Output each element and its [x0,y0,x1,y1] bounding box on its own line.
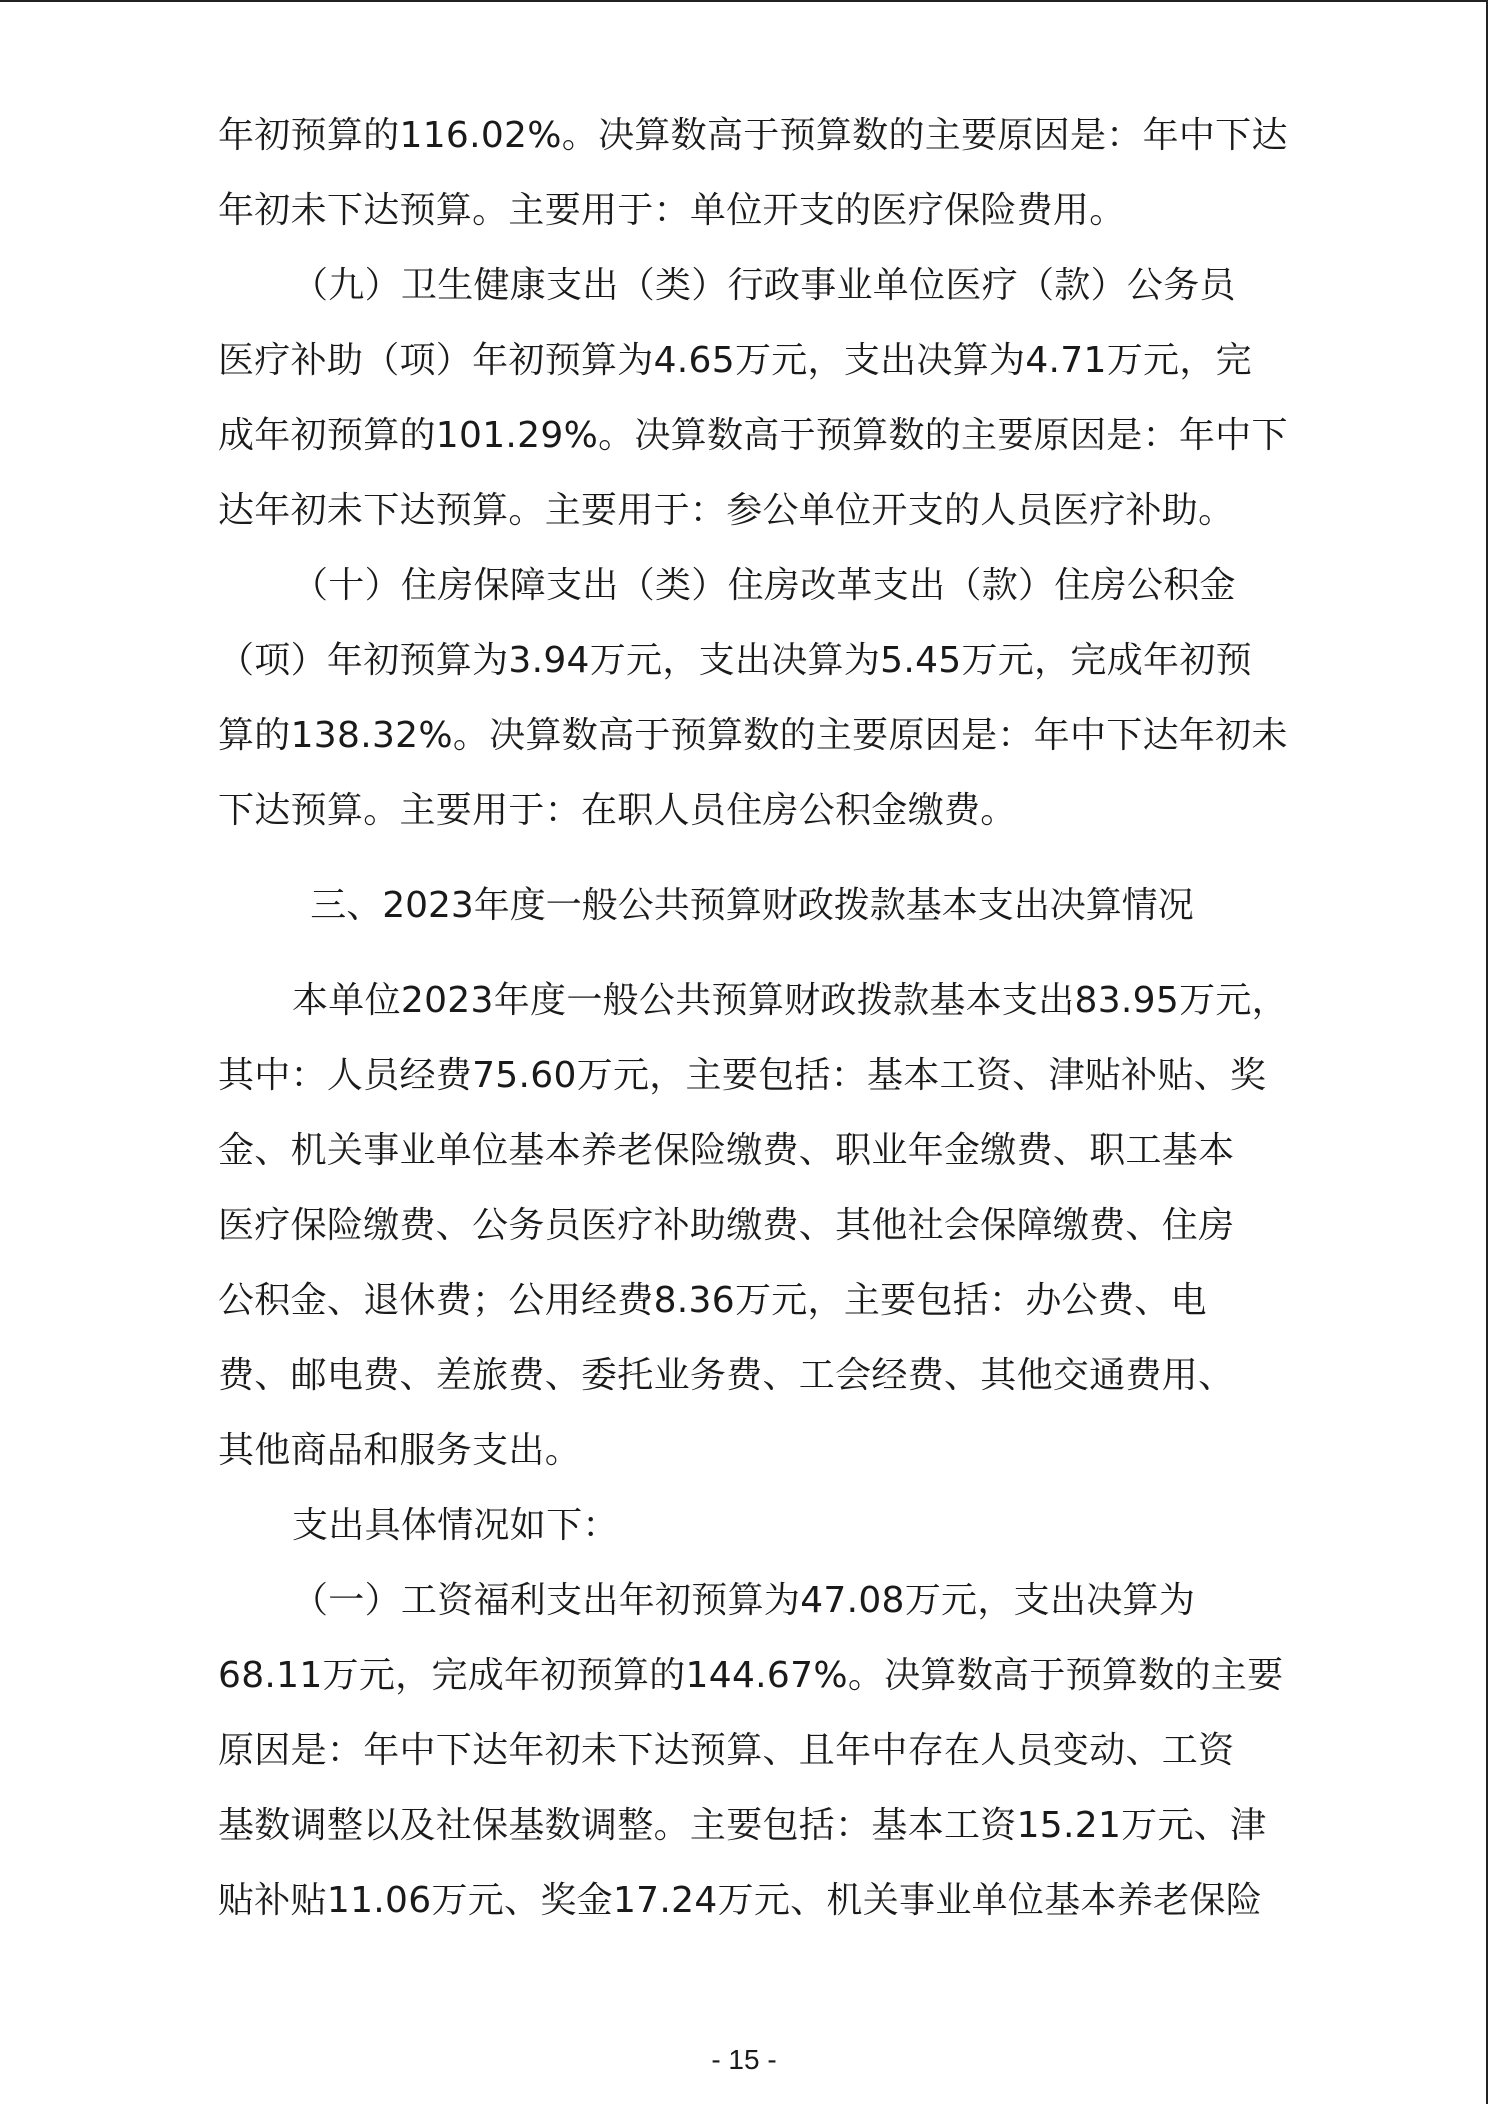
text-line: 公积金、退休费；公用经费8.36万元，主要包括：办公费、电 [218,1280,1207,1321]
text-line: （项）年初预算为3.94万元，支出决算为5.45万元，完成年初预 [218,640,1252,681]
text-line: 下达预算。主要用于：在职人员住房公积金缴费。 [218,790,1017,831]
text-line: 年初预算的116.02%。决算数高于预算数的主要原因是：年中下达 [218,115,1288,156]
text-line: 年初未下达预算。主要用于：单位开支的医疗保险费用。 [218,190,1126,231]
text-line: 支出具体情况如下： [292,1505,619,1546]
text-line: 其他商品和服务支出。 [218,1430,582,1471]
section-heading: 三、2023年度一般公共预算财政拨款基本支出决算情况 [310,885,1194,926]
top-border-line [0,0,1488,2]
text-line: 算的138.32%。决算数高于预算数的主要原因是：年中下达年初未 [218,715,1288,756]
text-line: 原因是：年中下达年初未下达预算、且年中存在人员变动、工资 [218,1730,1235,1771]
text-line: 成年初预算的101.29%。决算数高于预算数的主要原因是：年中下 [218,415,1288,456]
text-line: 其中：人员经费75.60万元，主要包括：基本工资、津贴补贴、奖 [218,1055,1267,1096]
text-line: 68.11万元，完成年初预算的144.67%。决算数高于预算数的主要 [218,1655,1284,1696]
text-line: 金、机关事业单位基本养老保险缴费、职业年金缴费、职工基本 [218,1130,1235,1171]
text-line: 基数调整以及社保基数调整。主要包括：基本工资15.21万元、津 [218,1805,1267,1846]
text-line: 本单位2023年度一般公共预算财政拨款基本支出83.95万元， [292,980,1288,1021]
text-line: （九）卫生健康支出（类）行政事业单位医疗（款）公务员 [292,265,1236,306]
text-line: 贴补贴11.06万元、奖金17.24万元、机关事业单位基本养老保险 [218,1880,1263,1921]
text-line: 费、邮电费、差旅费、委托业务费、工会经费、其他交通费用、 [218,1355,1235,1396]
paragraph-block-after-heading [218,963,1286,1938]
text-line: 医疗补助（项）年初预算为4.65万元，支出决算为4.71万元，完 [218,340,1252,381]
page-body [218,98,1286,1938]
paragraph-block-before-heading [218,98,1286,848]
text-line: 医疗保险缴费、公务员医疗补助缴费、其他社会保障缴费、住房 [218,1205,1235,1246]
text-line: （十）住房保障支出（类）住房改革支出（款）住房公积金 [292,565,1236,606]
page-number: - 15 - [711,2044,777,2075]
text-line: （一）工资福利支出年初预算为47.08万元，支出决算为 [292,1580,1196,1621]
text-line: 达年初未下达预算。主要用于：参公单位开支的人员医疗补助。 [218,490,1235,531]
